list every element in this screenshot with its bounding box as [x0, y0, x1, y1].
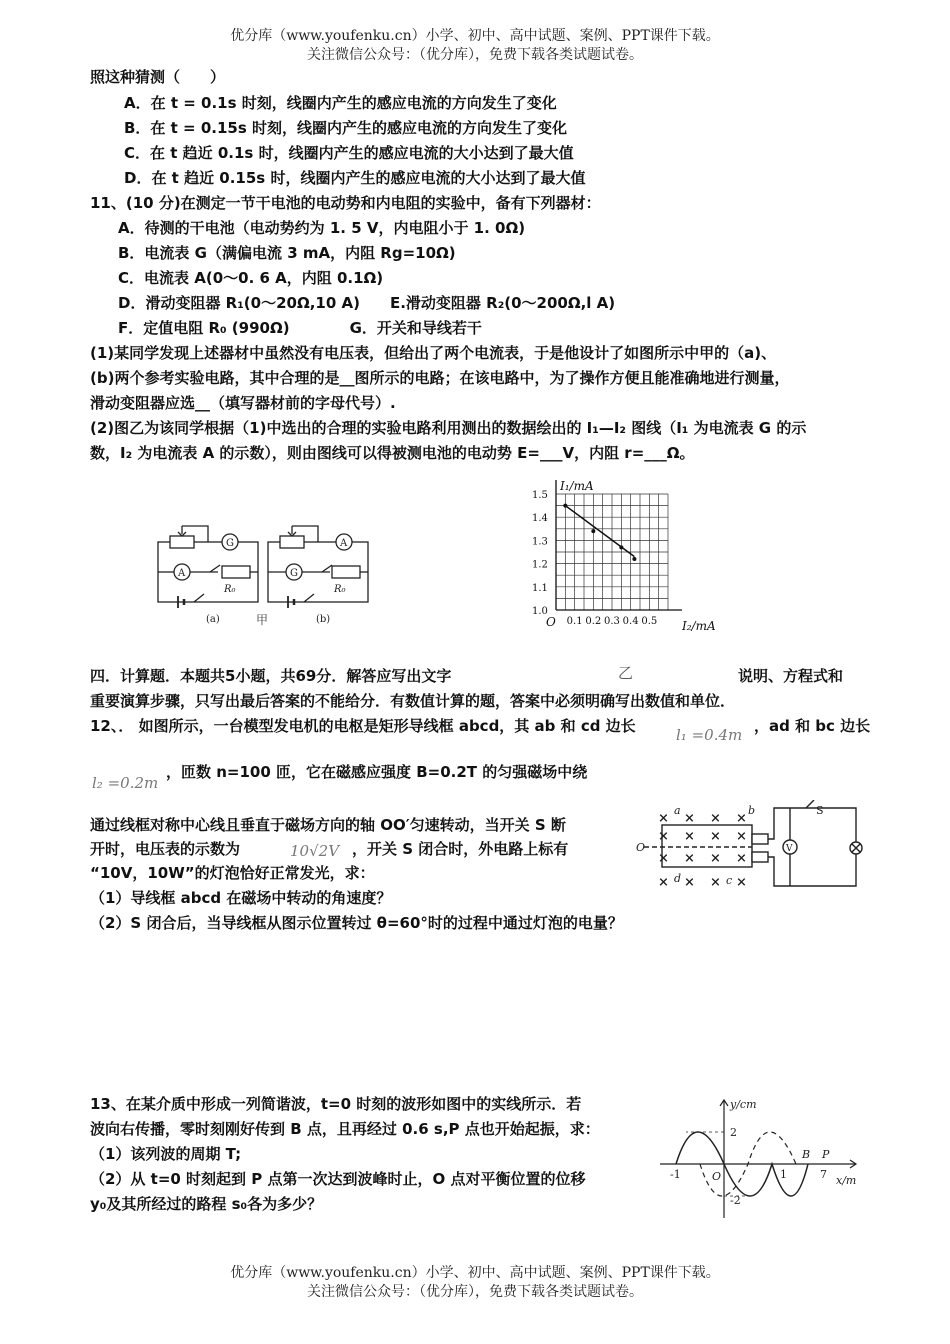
svg-text:×: × [684, 811, 695, 826]
footer-line-1: 优分库（www.youfenku.cn）小学、初中、高中试题、案例、PPT课件下载。 [230, 1265, 720, 1281]
chart-x-tick-label: 0.5 [641, 616, 658, 627]
q12-line4-b: ，开关 S 闭合时，外电路上标有 [352, 840, 569, 858]
wave-figure [656, 1096, 866, 1221]
chart-data-point [591, 529, 595, 533]
svg-text:×: × [736, 829, 747, 844]
header-line-1: 优分库（www.youfenku.cn）小学、初中、高中试题、案例、PPT课件下载。 [230, 28, 720, 44]
q12-math-v: 10√2V [290, 842, 340, 860]
q12-line4-a: 开时，电压表的示数为 [90, 840, 241, 858]
wave-ylabel: y/cm [730, 1098, 757, 1111]
q11-item-f-g: F．定值电阻 R₀ (990Ω) G．开关和导线若干 [118, 319, 482, 337]
chart-x-tick-label: 0.1 [566, 616, 583, 627]
gen-label-d: d [674, 872, 682, 885]
figure-jia-caption: 甲 [256, 613, 269, 627]
svg-text:×: × [736, 875, 747, 890]
svg-text:×: × [684, 851, 695, 866]
wave-point-p: P [822, 1148, 830, 1161]
generator-figure [634, 800, 864, 892]
q12-math-l1: l₁ =0.4m [676, 726, 743, 744]
q12-sub2: （2）S 闭合后，当导线框从图示位置转过 θ=60°时的过程中通过灯泡的电量？ [90, 914, 623, 932]
q12-line3: 通过线框对称中心线且垂直于磁场方向的轴 OO′匀速转动，当开关 S 断 [90, 816, 566, 834]
q12-sub1: （1）导线框 abcd 在磁场中转动的角速度？ [90, 889, 392, 907]
wave-x-p: 7 [820, 1168, 827, 1181]
chart-x-label: I₂/mA [682, 619, 716, 633]
q11-item-d-e: D．滑动变阻器 R₁(0～20Ω,10 A) E.滑动变阻器 R₂(0～200Ω,l A) [118, 294, 616, 312]
q11-part2-line1: (2)图乙为该同学根据（1)中选出的合理的实验电路利用测出的数据绘出的 I₁—I₂ 图线（I₁ 为电流表 G 的示 [90, 419, 807, 437]
wave-origin: O [712, 1170, 722, 1183]
footer-line-2: 关注微信公众号：（优分库），免费下载各类试题试卷。 [307, 1284, 643, 1300]
svg-text:×: × [658, 811, 669, 826]
chart-y-label: I₁/mA [560, 479, 594, 493]
circuit-b-label-a: A [340, 538, 348, 549]
wave-y-pos: 2 [730, 1126, 737, 1139]
gen-label-a: a [674, 804, 681, 817]
svg-text:×: × [710, 811, 721, 826]
q13-line1: 13、在某介质中形成一列简谐波，t=0 时刻的波形如图中的实线所示．若 [90, 1095, 582, 1113]
q12-line1-b: ，ad 和 bc 边长 [754, 717, 871, 735]
chart-origin-label: O [546, 615, 556, 629]
q11-part2-line2: 数，I₂ 为电流表 A 的示数），则由图线可以得被测电池的电动势 E=___V，内阻 r=___Ω。 [90, 444, 695, 462]
gen-label-b: b [748, 804, 756, 817]
svg-text:×: × [710, 875, 721, 890]
svg-text:×: × [658, 829, 669, 844]
wave-y-neg: -2 [730, 1194, 741, 1207]
q13-line2: 波向右传播，零时刻刚好传到 B 点，且再经过 0.6 s,P 点也开始起振，求： [90, 1120, 600, 1138]
q11-part1-line2: (b)两个参考实验电路，其中合理的是__图所示的电路；在该电路中，为了操作方便且能准确地进行测量， [90, 369, 790, 387]
q11-stem: 11、(10 分)在测定一节干电池的电动势和内电阻的实验中，备有下列器材： [90, 194, 601, 212]
circuit-b-caption: (b) [316, 614, 331, 625]
q13-sub1: （1）该列波的周期 T; [90, 1145, 242, 1163]
q10-stem-end: 照这种猜测（ ） [90, 68, 226, 86]
q12-line5: “10V，10W”的灯泡恰好正常发光，求： [90, 864, 375, 882]
svg-text:×: × [736, 811, 747, 826]
svg-text:×: × [710, 851, 721, 866]
svg-text:×: × [710, 829, 721, 844]
section4-line2: 重要演算步骤，只写出最后答案的不能给分．有数值计算的题，答案中必须明确写出数值和单位． [90, 692, 736, 710]
circuit-a-label-r0: R₀ [224, 584, 236, 595]
q12-line2: ，匝数 n=100 匝，它在磁感应强度 B=0.2T 的匀强磁场中绕 [166, 763, 588, 781]
q11-item-b: B．电流表 G（满偏电流 3 mA，内阻 Rg=10Ω) [118, 244, 456, 262]
svg-text:×: × [658, 851, 669, 866]
wave-x-neg: -1 [670, 1168, 681, 1181]
chart-y-tick-label: 1.5 [532, 490, 548, 501]
q13-sub2: （2）从 t=0 时刻起到 P 点第一次达到波峰时止，O 点对平衡位置的位移 [90, 1170, 586, 1188]
gen-label-s: S [816, 804, 824, 817]
q11-item-c: C．电流表 A(0～0. 6 A，内阻 0.1Ω) [118, 269, 384, 287]
svg-text:×: × [684, 875, 695, 890]
chart-data-point [619, 545, 623, 549]
chart-x-tick-label: 0.2 [585, 616, 602, 627]
q11-part1-line3: 滑动变阻器应选__（填写器材前的字母代号）. [90, 394, 396, 412]
svg-text:×: × [658, 875, 669, 890]
circuit-b-label-g: G [290, 568, 298, 579]
circuit-b-label-r0: R₀ [334, 584, 346, 595]
wave-point-b: B [802, 1148, 811, 1161]
gen-label-o: O [636, 841, 646, 854]
figure-yi-caption: 乙 [618, 664, 634, 682]
q10-option-a: A．在 t = 0.1s 时刻，线圈内产生的感应电流的方向发生了变化 [124, 94, 557, 112]
chart-y-tick-label: 1.4 [532, 513, 548, 525]
chart-y-tick-label: 1.1 [532, 582, 548, 594]
chart-data-point [563, 504, 567, 508]
q10-option-b: B．在 t = 0.15s 时刻，线圈内产生的感应电流的方向发生了变化 [124, 119, 568, 137]
circuit-a-caption: (a) [206, 614, 220, 625]
gen-label-c: c [726, 874, 733, 887]
q12-math-l2: l₂ =0.2m [92, 774, 159, 792]
chart-y-tick-label: 1.0 [532, 606, 548, 617]
svg-text:×: × [684, 829, 695, 844]
chart-y-tick-label: 1.2 [532, 559, 548, 571]
wave-x-pos: 1 [780, 1168, 787, 1181]
section4-line1-b: 说明、方程式和 [738, 667, 844, 685]
chart-data-point [632, 557, 636, 561]
chart-x-tick-label: 0.4 [622, 616, 639, 627]
chart-y-tick-label: 1.3 [532, 536, 548, 548]
q11-part1-line1: (1)某同学发现上述器材中虽然没有电压表，但给出了两个电流表，于是他设计了如图所示中甲的（a)、 [90, 344, 777, 362]
i1-i2-chart [520, 472, 730, 642]
q10-option-d: D．在 t 趋近 0.15s 时，线圈内产生的感应电流的大小达到了最大值 [124, 169, 586, 187]
q11-item-a: A．待测的干电池（电动势约为 1. 5 V，内电阻小于 1. 0Ω) [118, 219, 526, 237]
wave-xlabel: x/m [836, 1174, 857, 1187]
svg-text:×: × [736, 851, 747, 866]
chart-fit-line [565, 506, 634, 557]
circuit-a-label-a: A [178, 568, 186, 579]
header-line-2: 关注微信公众号：（优分库），免费下载各类试题试卷。 [307, 47, 643, 63]
chart-x-tick-label: 0.3 [604, 616, 620, 627]
q13-sub3: y₀及其所经过的路程 s₀各为多少？ [90, 1195, 323, 1213]
q12-line1-a: 12、． 如图所示，一台模型发电机的电枢是矩形导线框 abcd，其 ab 和 cd 边长 [90, 717, 636, 735]
gen-label-v: V [786, 844, 793, 854]
section4-line1-a: 四．计算题．本题共5小题，共69分．解答应写出文字 [90, 667, 452, 685]
circuit-a-label-g: G [226, 538, 234, 549]
q10-option-c: C．在 t 趋近 0.1s 时，线圈内产生的感应电流的大小达到了最大值 [124, 144, 574, 162]
